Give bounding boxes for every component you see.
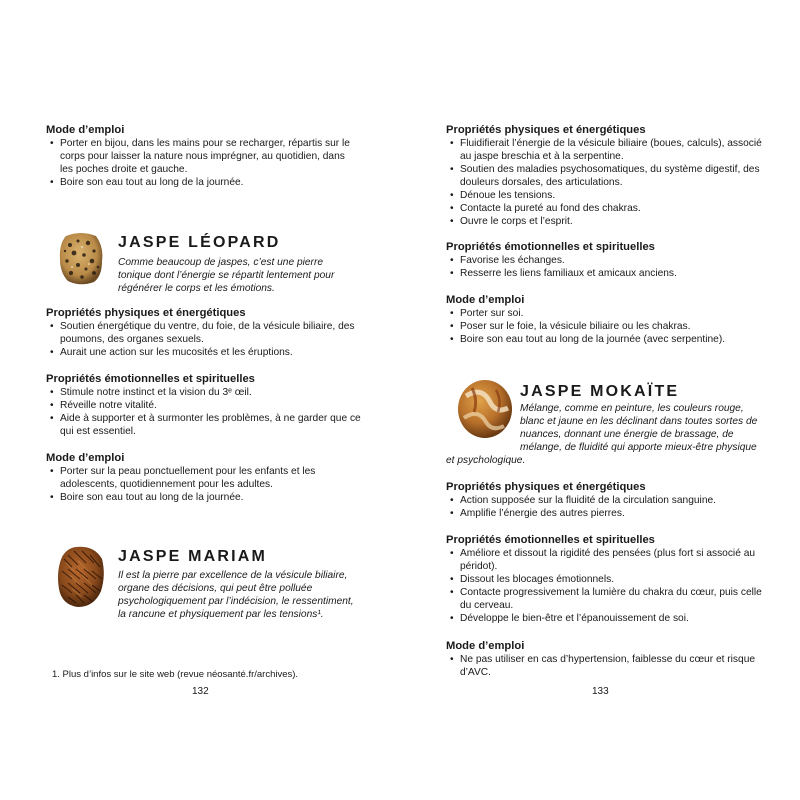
list-item: • Réveille notre vitalité.	[50, 400, 157, 411]
jaspe-mokaite-intro: Mélange, comme en peinture, les couleurs rouge, blanc et jaune en les déclinant dans toutes sortes de nuances, donnant une énergie de brassage, de mélange, de fluidité qui apporte mieux-être physique et psychologique.	[446, 403, 758, 466]
section-heading: Propriétés physiques et énergétiques	[446, 124, 646, 136]
list-item: • Aurait une action sur les mucosités et les éruptions.	[50, 347, 293, 358]
list-item: • Dissout les blocages émotionnels.	[450, 574, 615, 585]
jaspe-mariam-intro: Il est la pierre par excellence de la vésicule biliaire, organe des décisions, qui peut être polluée psychologiquement par l’indécision, le ressentiment, la rancune et physiquement par les tensions¹.	[118, 570, 354, 620]
list-item: • Soutien énergétique du ventre, du foie, de la vésicule biliaire, des poumons, des organes sexuels.	[50, 321, 355, 345]
bullet-list	[446, 653, 764, 679]
page-number: 132	[192, 686, 209, 697]
list-item: • Boire son eau tout au long de la journée.	[50, 492, 244, 503]
section-heading: Propriétés physiques et énergétiques	[46, 307, 246, 319]
list-item: • Développe le bien-être et l’épanouissement de soi.	[450, 613, 689, 624]
leopard-physical-section	[46, 307, 362, 359]
bullet-list	[46, 320, 362, 359]
bullet-list	[46, 386, 362, 438]
right-emotional-section	[446, 241, 764, 280]
footnote: 1. Plus d’infos sur le site web (revue néosanté.fr/archives).	[52, 669, 299, 680]
right-usage-section	[446, 294, 764, 346]
jaspe-leopard-intro: Comme beaucoup de jaspes, c’est une pierre tonique dont l’énergie se répartit lentement pour régénérer le corps et les émotions.	[118, 257, 335, 294]
list-item: • Fluidifierait l’énergie de la vésicule biliaire (boues, calculs), associé au jaspe breschia et à la serpentine.	[450, 138, 762, 162]
page-number: 133	[592, 686, 609, 697]
list-item: • Contacte progressivement la lumière du chakra du cœur, puis celle du cerveau.	[450, 587, 762, 611]
leopard-emotional-section	[46, 373, 362, 438]
bullet-list	[446, 494, 764, 520]
list-item: • Favorise les échanges.	[450, 255, 565, 266]
jaspe-leopard-title: JASPE LÉOPARD	[118, 234, 281, 251]
list-item: • Dénoue les tensions.	[450, 190, 556, 201]
jaspe-mariam-title: JASPE MARIAM	[118, 548, 268, 565]
list-item: • Ne pas utiliser en cas d’hypertension, faiblesse du cœur et risque d’AVC.	[450, 654, 756, 678]
list-item: • Contacte la pureté au fond des chakras.	[450, 203, 641, 214]
jaspe-mokaite-title: JASPE MOKAÏTE	[520, 383, 680, 400]
right-physical-section	[446, 124, 764, 228]
section-heading: Propriétés émotionnelles et spirituelles	[446, 534, 655, 546]
list-item: • Boire son eau tout au long de la journée (avec serpentine).	[450, 334, 726, 345]
bullet-list	[46, 465, 362, 504]
list-item: • Soutien des maladies psychosomatiques, du système digestif, des douleurs dorsales, des articulations.	[450, 164, 760, 188]
list-item: • Améliore et dissout la rigidité des pensées (plus fort si associé au péridot).	[450, 548, 756, 572]
bullet-list	[446, 137, 764, 228]
section-heading: Mode d’emploi	[446, 294, 525, 306]
mokaite-usage-section	[446, 640, 764, 679]
leopard-usage-section	[46, 452, 362, 504]
section-heading: Propriétés émotionnelles et spirituelles	[446, 241, 655, 253]
bullet-list	[446, 547, 764, 625]
list-item: • Porter sur la peau ponctuellement pour les enfants et les adolescents, quotidiennement pour les adultes.	[50, 466, 316, 490]
list-item: • Poser sur le foie, la vésicule biliaire ou les chakras.	[450, 321, 691, 332]
list-item: • Stimule notre instinct et la vision du 3ᵉ œil.	[50, 387, 252, 398]
jaspe-mariam-stone-image	[56, 545, 106, 609]
list-item: • Ouvre le corps et l’esprit.	[450, 216, 573, 227]
mokaite-physical-section	[446, 481, 764, 520]
jaspe-leopard-stone-image	[58, 231, 104, 285]
bullet-list	[446, 307, 764, 346]
mokaite-emotional-section	[446, 534, 764, 625]
section-heading: Propriétés émotionnelles et spirituelles	[46, 373, 255, 385]
list-item: • Porter en bijou, dans les mains pour se recharger, répartis sur le corps pour laisser la nature nous imprégner, au quotidien, dans les poches droite et gauche.	[50, 138, 350, 175]
bullet-list	[46, 137, 356, 189]
bullet-list	[446, 254, 764, 280]
list-item: • Amplifie l’énergie des autres pierres.	[450, 508, 625, 519]
list-item: • Boire son eau tout au long de la journée.	[50, 177, 244, 188]
list-item: • Resserre les liens familiaux et amicaux anciens.	[450, 268, 677, 279]
section-heading: Mode d’emploi	[446, 640, 525, 652]
right-page	[400, 0, 800, 800]
section-heading: Mode d’emploi	[46, 452, 125, 464]
list-item: • Aide à supporter et à surmonter les problèmes, à ne garder que ce qui est essentiel.	[50, 413, 361, 437]
section-heading: Propriétés physiques et énergétiques	[446, 481, 646, 493]
section-heading: Mode d’emploi	[46, 124, 125, 136]
left-usage-section	[46, 124, 356, 189]
list-item: • Porter sur soi.	[450, 308, 524, 319]
list-item: • Action supposée sur la fluidité de la circulation sanguine.	[450, 495, 716, 506]
